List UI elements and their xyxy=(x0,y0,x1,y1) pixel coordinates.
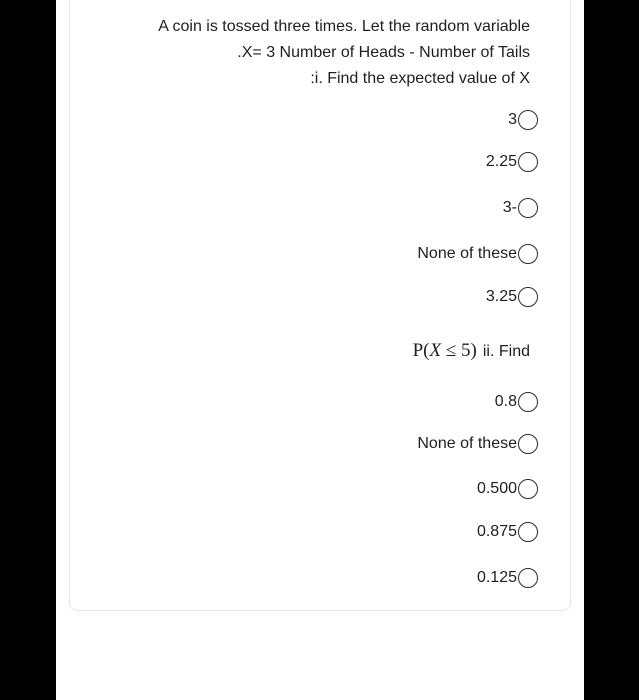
probability-expression: P(X ≤ 5) xyxy=(412,340,477,361)
q1-option-3[interactable] xyxy=(508,108,538,132)
q1-option-3-25[interactable] xyxy=(486,285,538,309)
radio-icon[interactable] xyxy=(518,110,538,130)
question1-line3: :i. Find the expected value of X xyxy=(310,70,530,87)
question2-text: ii. Find xyxy=(482,343,530,360)
question1-line1: A coin is tossed three times. Let the random variable xyxy=(158,18,530,35)
option-label: 0.500 xyxy=(476,480,517,497)
radio-icon[interactable] xyxy=(518,152,538,172)
radio-icon[interactable] xyxy=(518,198,538,218)
option-label: 0.875 xyxy=(476,523,517,540)
q2-option-0-8[interactable] xyxy=(495,390,538,414)
page xyxy=(56,0,584,700)
q2-option-0-125[interactable] xyxy=(477,566,538,590)
radio-icon[interactable] xyxy=(518,522,538,542)
q1-option-2-25[interactable] xyxy=(486,150,538,174)
option-label: None of these xyxy=(417,245,517,262)
q1-option-none-of-these[interactable] xyxy=(417,242,538,266)
option-label: 3.25 xyxy=(485,288,517,305)
radio-icon[interactable] xyxy=(518,434,538,454)
radio-icon[interactable] xyxy=(518,244,538,264)
radio-icon[interactable] xyxy=(518,568,538,588)
option-label: None of these xyxy=(417,435,517,452)
question1-line2: .X= 3 Number of Heads - Number of Tails xyxy=(237,44,530,61)
radio-icon[interactable] xyxy=(518,392,538,412)
q2-option-0-500[interactable] xyxy=(477,477,538,501)
radio-icon[interactable] xyxy=(518,287,538,307)
q1-option-3-minus[interactable] xyxy=(503,196,538,220)
q2-option-0-875[interactable] xyxy=(477,520,538,544)
question-card xyxy=(69,0,571,611)
q2-option-none-of-these[interactable] xyxy=(417,432,538,456)
radio-icon[interactable] xyxy=(518,479,538,499)
option-label: 3- xyxy=(502,199,517,216)
option-label: 3 xyxy=(508,111,517,128)
question2-prompt xyxy=(413,340,530,362)
option-label: 0.125 xyxy=(476,569,517,586)
option-label: 0.8 xyxy=(494,393,517,410)
option-label: 2.25 xyxy=(485,153,517,170)
